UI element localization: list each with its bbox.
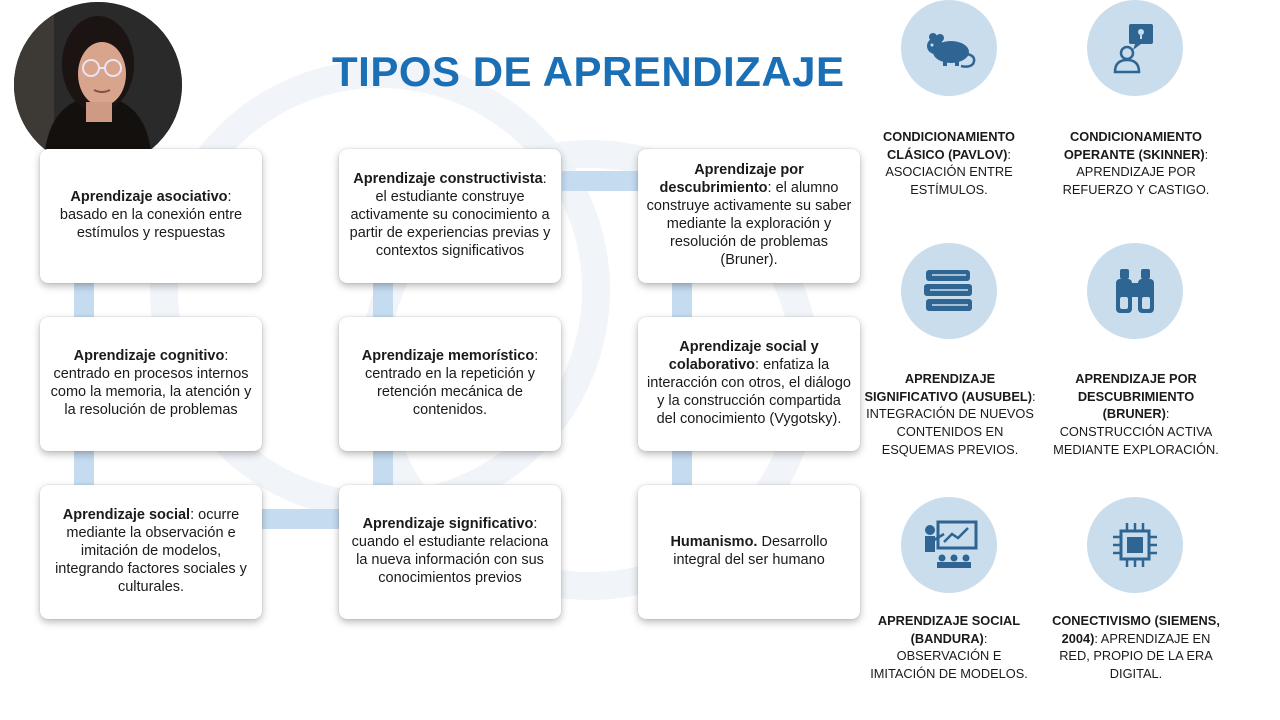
connector [672,451,692,487]
card-text: : el estudiante construye activamente su conocimiento a partir de experiencias previas y contextos significativos [349,171,551,259]
chip-icon [1087,497,1183,593]
theory-name: APRENDIZAJE SOCIAL (BANDURA) [877,613,1021,646]
connector [74,283,94,319]
card-colaborativo [638,317,860,451]
books-icon [901,243,997,339]
presenter-image [14,2,182,168]
connector [373,283,393,319]
card-significativo [339,485,561,619]
theory-name: APRENDIZAJE POR DESCUBRIMIENTO (BRUNER) [1075,371,1197,422]
card-heading: Aprendizaje social y colaborativo [668,339,819,374]
card-cognitivo [40,317,262,451]
card-text: : centrado en la repetición y retención mecánica de contenidos. [364,348,539,418]
connector [373,451,393,487]
card-text: : el alumno construye activamente su saber mediante la exploración y resolución de problemas (Bruner). [646,180,852,268]
card-text: : ocurre mediante la observación e imitación de modelos, integrando factores sociales y culturales. [55,507,247,595]
theory-name: CONDICIONAMIENTO CLÁSICO (PAVLOV) [883,129,1015,162]
theory-name: CONECTIVISMO (SIEMENS, 2004) [1052,613,1220,646]
card-heading: Aprendizaje memorístico [361,348,535,365]
card-text: : basado en la conexión entre estímulos y respuestas [59,189,243,241]
theory-bruner [1051,370,1221,458]
card-social [40,485,262,619]
connector [262,509,340,529]
card-text: : centrado en procesos internos como la memoria, la atención y la resolución de problemas [50,348,252,418]
card-text: : cuando el estudiante relaciona la nueva información con sus conocimientos previos [351,516,549,586]
connector [562,171,640,191]
theory-description: : INTEGRACIÓN DE NUEVOS CONTENIDOS EN ESQUEMAS PREVIOS. [866,388,1036,457]
binoculars-icon [1087,243,1183,339]
card-asociativo [40,149,262,283]
connector [74,451,94,487]
theory-ausubel [864,370,1036,458]
theory-siemens [1051,612,1221,683]
theory-description: : ASOCIACIÓN ENTRE ESTÍMULOS. [885,146,1013,197]
card-text: Desarrollo integral del ser humano [673,534,828,568]
card-heading: Aprendizaje cognitivo [73,348,225,365]
card-heading: Aprendizaje significativo [362,516,534,533]
webcam-video [14,2,182,168]
theory-skinner [1051,128,1221,199]
card-descubrimiento [638,149,860,283]
theory-description: : APRENDIZAJE EN RED, PROPIO DE LA ERA DIGITAL. [1059,630,1213,681]
person-idea-icon [1087,0,1183,96]
theory-name: CONDICIONAMIENTO OPERANTE (SKINNER) [1063,129,1205,162]
card-constructivista [339,149,561,283]
card-memoristico [339,317,561,451]
card-heading: Aprendizaje asociativo [70,189,228,206]
slide-title: TIPOS DE APRENDIZAJE [332,48,845,95]
card-heading: Aprendizaje constructivista [353,171,543,188]
presentation-icon [901,497,997,593]
connector [672,283,692,319]
theory-description: : APRENDIZAJE POR REFUERZO Y CASTIGO. [1062,146,1210,197]
theory-pavlov [864,128,1034,199]
card-heading: Aprendizaje social [62,507,191,524]
rat-icon [901,0,997,96]
theory-description: : CONSTRUCCIÓN ACTIVA MEDIANTE EXPLORACIÓN. [1053,406,1219,457]
theory-name: APRENDIZAJE SIGNIFICATIVO (AUSUBEL) [864,371,1032,404]
theory-bandura [864,612,1034,683]
theory-description: : OBSERVACIÓN E IMITACIÓN DE MODELOS. [870,630,1028,681]
card-humanismo [638,485,860,619]
card-text: : enfatiza la interacción con otros, el diálogo y la construcción compartida del conocimiento (Vygotsky). [647,357,851,427]
card-heading: Humanismo. [670,534,758,551]
card-heading: Aprendizaje por descubrimiento [659,162,804,197]
